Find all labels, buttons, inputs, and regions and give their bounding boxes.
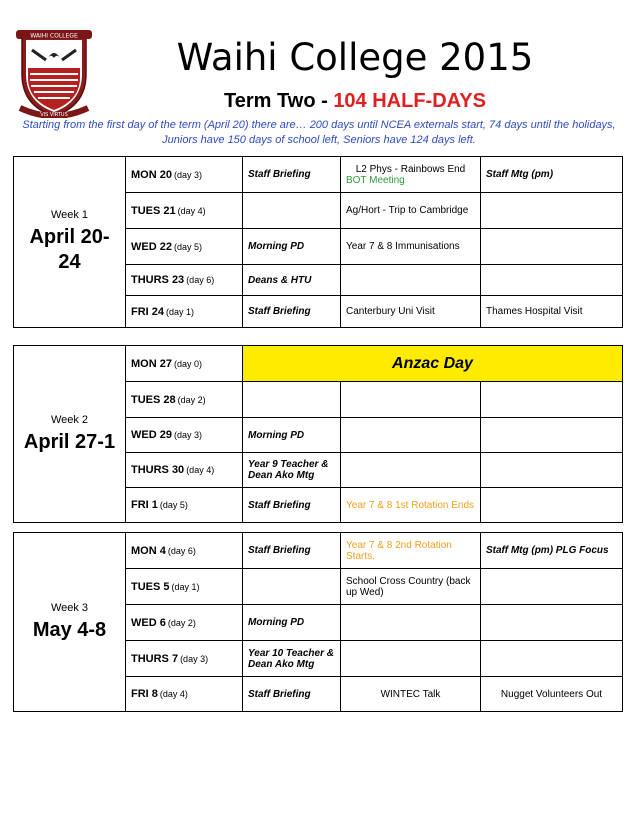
extra-cell [481, 265, 623, 296]
intro-text: Starting from the first day of the term (April 20) there are… 200 days until NCEA externals start, 74 days until the holidays, Juniors have 150 days of school left, Seniors have 124 days left. [22, 119, 616, 146]
extra-cell [481, 488, 623, 523]
svg-text:VIS VIRTUS: VIS VIRTUS [40, 112, 68, 118]
staff-cell: Morning PD [243, 418, 341, 453]
staff-cell: Deans & HTU [243, 265, 341, 296]
event-cell [341, 641, 481, 677]
extra-cell: Staff Mtg (pm) [481, 157, 623, 193]
day-cell: THURS 7 (day 3) [126, 641, 243, 677]
staff-cell [243, 382, 341, 418]
week-dates: April 27-1 [23, 430, 116, 453]
extra-cell [481, 418, 623, 453]
extra-cell [481, 229, 623, 265]
extra-cell [481, 193, 623, 229]
staff-cell: Year 9 Teacher & Dean Ako Mtg [243, 453, 341, 488]
staff-cell: Staff Briefing [243, 533, 341, 569]
day-cell: WED 29 (day 3) [126, 418, 243, 453]
staff-cell: Morning PD [243, 605, 341, 641]
page-title: Waihi College 2015 [176, 36, 534, 79]
week-label: Week 3 [50, 601, 89, 614]
day-cell: FRI 8 (day 4) [126, 677, 243, 712]
school-crest-logo [16, 28, 92, 118]
staff-cell [243, 193, 341, 229]
week-label-cell [14, 533, 126, 712]
week-3-table [13, 532, 623, 712]
table-row [14, 157, 623, 193]
week-dates: April 20-24 [29, 226, 110, 273]
extra-cell [481, 641, 623, 677]
extra-cell: Nugget Volunteers Out [481, 677, 623, 712]
event-cell: Year 7 & 8 1st Rotation Ends [341, 488, 481, 523]
week-2-table [13, 345, 623, 523]
week-label: Week 2 [50, 413, 89, 426]
staff-cell: Morning PD [243, 229, 341, 265]
day-cell: MON 4 (day 6) [126, 533, 243, 569]
extra-cell: Thames Hospital Visit [481, 296, 623, 328]
week-label-cell [14, 346, 126, 523]
extra-cell [481, 453, 623, 488]
svg-text:WAIHI COLLEGE: WAIHI COLLEGE [30, 32, 78, 40]
event-cell: School Cross Country (back up Wed) [341, 569, 481, 605]
event-cell: Year 7 & 8 Immunisations [341, 229, 481, 265]
day-cell: THURS 23 (day 6) [126, 265, 243, 296]
event-cell [341, 382, 481, 418]
staff-cell [243, 569, 341, 605]
day-cell: FRI 1 (day 5) [126, 488, 243, 523]
event-cell [341, 418, 481, 453]
day-cell: MON 27 (day 0) [126, 346, 243, 382]
staff-cell: Staff Briefing [243, 157, 341, 193]
event-cell: L2 Phys - Rainbows End BOT Meeting [341, 157, 481, 193]
day-cell: TUES 21 (day 4) [126, 193, 243, 229]
day-cell: WED 6 (day 2) [126, 605, 243, 641]
table-row [14, 346, 623, 382]
week-1-table [13, 156, 623, 328]
day-cell: FRI 24 (day 1) [126, 296, 243, 328]
table-row [14, 533, 623, 569]
week-label: Week 1 [50, 209, 89, 221]
event-cell: Canterbury Uni Visit [341, 296, 481, 328]
event-cell [341, 605, 481, 641]
staff-cell: Staff Briefing [243, 677, 341, 712]
event-cell: Year 7 & 8 2nd Rotation Starts. [341, 533, 481, 569]
day-cell: TUES 5 (day 1) [126, 569, 243, 605]
event-cell [341, 265, 481, 296]
event-cell [341, 453, 481, 488]
event-cell: WINTEC Talk [341, 677, 481, 712]
extra-cell [481, 605, 623, 641]
day-cell: TUES 28 (day 2) [126, 382, 243, 418]
week-dates: May 4-8 [32, 618, 107, 641]
extra-cell [481, 569, 623, 605]
term-label: Term Two - [224, 90, 328, 112]
day-cell: WED 22 (day 5) [126, 229, 243, 265]
day-cell: MON 20 (day 3) [126, 157, 243, 193]
staff-cell: Staff Briefing [243, 488, 341, 523]
day-cell: THURS 30 (day 4) [126, 453, 243, 488]
extra-cell [481, 382, 623, 418]
event-cell: Ag/Hort - Trip to Cambridge [341, 193, 481, 229]
staff-cell: Staff Briefing [243, 296, 341, 328]
extra-cell: Staff Mtg (pm) PLG Focus [481, 533, 623, 569]
term-subtitle [95, 89, 615, 113]
half-days-count: 104 HALF-DAYS [333, 90, 486, 112]
holiday-banner: Anzac Day [243, 346, 623, 382]
staff-cell: Year 10 Teacher & Dean Ako Mtg [243, 641, 341, 677]
week-label-cell [14, 157, 126, 328]
